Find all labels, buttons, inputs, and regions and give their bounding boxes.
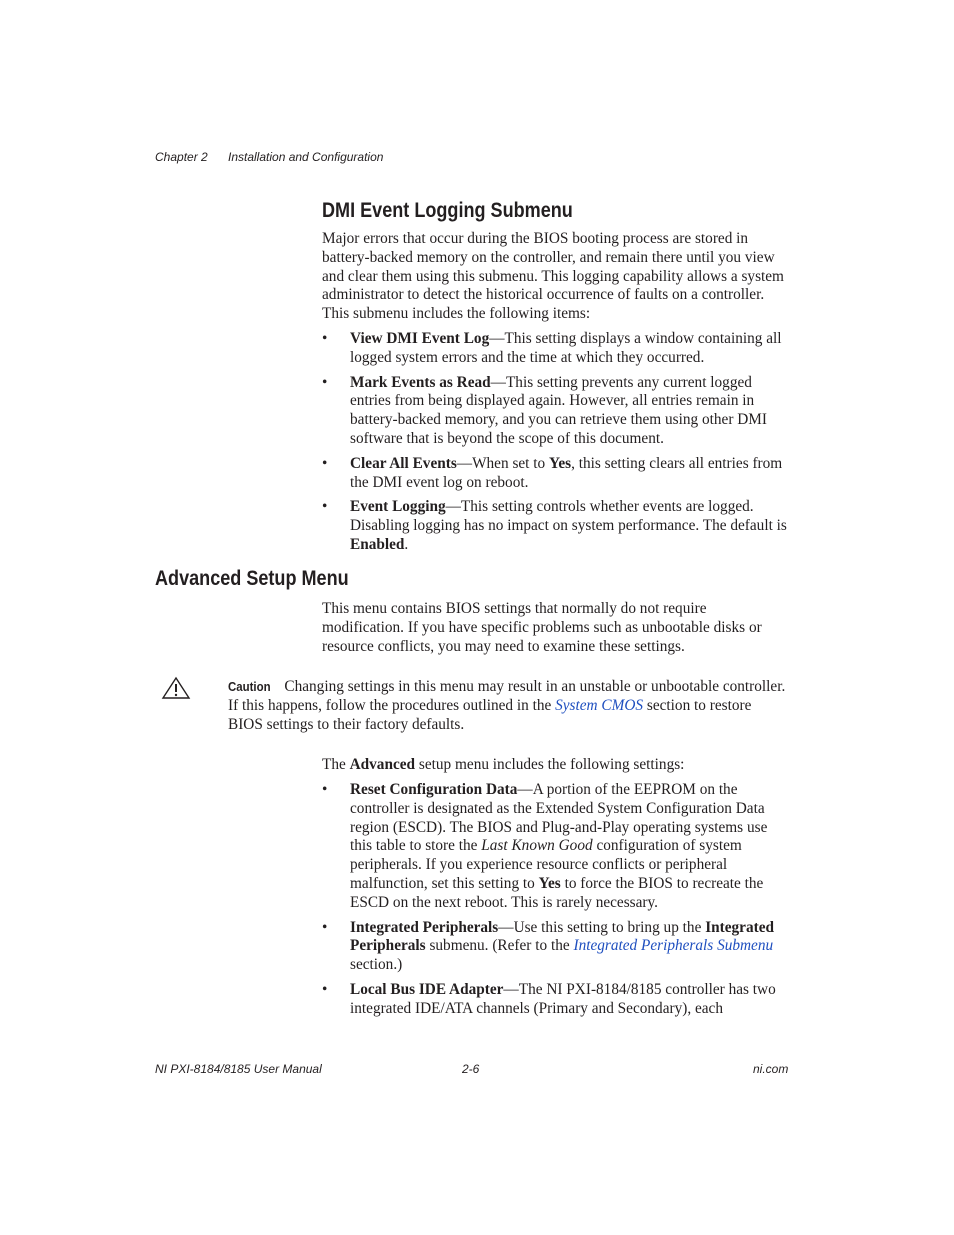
bullet-icon: •: [322, 918, 328, 936]
list-item: [322, 455, 788, 493]
item-bold: Yes: [548, 454, 572, 472]
list-item: [322, 919, 784, 975]
list-item: [322, 498, 788, 554]
item-bold: Yes: [538, 874, 561, 892]
footer-site: ni.com: [753, 1062, 789, 1076]
item-desc: —This setting controls whether events are logged. Disabling logging has no impact on system performance. The default is: [350, 498, 787, 535]
caution-body-end: section to restore BIOS settings to their factory defaults.: [228, 696, 752, 733]
item-term: Integrated Peripherals: [350, 918, 499, 936]
item-bold: Integrated Peripherals: [350, 918, 775, 955]
bullet-icon: •: [322, 330, 328, 347]
item-desc-2: configuration of system peripherals. If you experience resource conflicts or peripheral malfunction, set this setting to: [350, 837, 742, 892]
bullet-icon: •: [322, 781, 328, 798]
bullet-icon: •: [322, 498, 328, 516]
item-desc: —Use this setting to bring up the: [498, 918, 706, 936]
dmi-intro: Major errors that occur during the BIOS booting process are stored in battery-backed memory on the controller, and remain there until you view and clear them using this submenu. This logging capability allows a system administrator to detect the historical occurrence of faults on a controller. This submenu includes the following items:: [322, 230, 784, 323]
item-term: Local Bus IDE Adapter: [350, 980, 504, 998]
header-chapter: Chapter 2: [155, 150, 208, 164]
item-term: Clear All Events: [350, 454, 457, 472]
item-desc-3: section.): [350, 956, 403, 974]
dmi-heading: DMI Event Logging Submenu: [322, 199, 573, 222]
caution-text: [228, 678, 788, 734]
advanced-heading: Advanced Setup Menu: [155, 567, 349, 590]
item-desc: —A portion of the EEPROM on the controller is designated as the Extended System Configuration Data region (ESCD). The BIOS and Plug-and-Play operating systems use this table to store the: [350, 781, 768, 855]
list-item: [322, 374, 788, 449]
item-term: Reset Configuration Data: [350, 781, 518, 798]
caution-icon: [161, 676, 191, 700]
integrated-peripherals-link[interactable]: Integrated Peripherals Submenu: [573, 937, 774, 955]
item-italic: Last Known Good: [481, 837, 593, 855]
item-desc-end: .: [404, 535, 409, 553]
item-term: View DMI Event Log: [350, 330, 490, 347]
item-desc-end: , this setting clears all entries from the DMI event log on reboot.: [350, 454, 783, 491]
item-desc: —When set to: [456, 454, 549, 472]
advanced-intro: This menu contains BIOS settings that normally do not require modification. If you have specific problems such as unbootable disks or resource conflicts, you may need to examine these settings.: [322, 600, 762, 655]
caution-body: Changing settings in this menu may result in an unstable or unbootable controller. If this happens, follow the procedures outlined in the: [228, 678, 786, 714]
dmi-items-list: [322, 330, 788, 561]
lead-bold: Advanced: [349, 756, 416, 773]
caution-label: Caution: [228, 679, 271, 694]
advanced-lead: [322, 756, 788, 775]
item-desc: —The NI PXI-8184/8185 controller has two integrated IDE/ATA channels (Primary and Secondary), each: [350, 980, 776, 1017]
bullet-icon: •: [322, 980, 328, 998]
item-term: Event Logging: [350, 498, 446, 516]
footer-manual: NI PXI-8184/8185 User Manual: [155, 1062, 322, 1076]
running-header: [155, 150, 208, 164]
advanced-items-list: [322, 781, 784, 1025]
item-desc-3: to force the BIOS to recreate the ESCD on the next reboot. This is rarely necessary.: [350, 874, 764, 911]
running-header-title: [228, 150, 383, 164]
lead-end: setup menu includes the following settings:: [415, 756, 685, 773]
system-cmos-link[interactable]: System CMOS: [555, 696, 644, 714]
item-desc-2: submenu. (Refer to the: [425, 937, 574, 955]
footer-page-number: 2-6: [462, 1062, 480, 1076]
bullet-icon: •: [322, 454, 328, 472]
header-title: Installation and Configuration: [228, 150, 384, 164]
item-bold: Enabled: [350, 535, 405, 553]
list-item: [322, 330, 788, 368]
bullet-icon: •: [322, 373, 328, 391]
item-desc: —This setting displays a window containing all logged system errors and the time at which they occurred.: [350, 330, 782, 366]
list-item: [322, 981, 784, 1019]
list-item: [322, 781, 784, 913]
item-term: Mark Events as Read: [350, 373, 491, 391]
lead-start: The: [322, 756, 350, 773]
item-desc: —This setting prevents any current logged entries from being displayed again. However, all entries remain in battery-backed memory, and you can retrieve them using other DMI software that is beyond the scope of this document.: [350, 373, 767, 447]
